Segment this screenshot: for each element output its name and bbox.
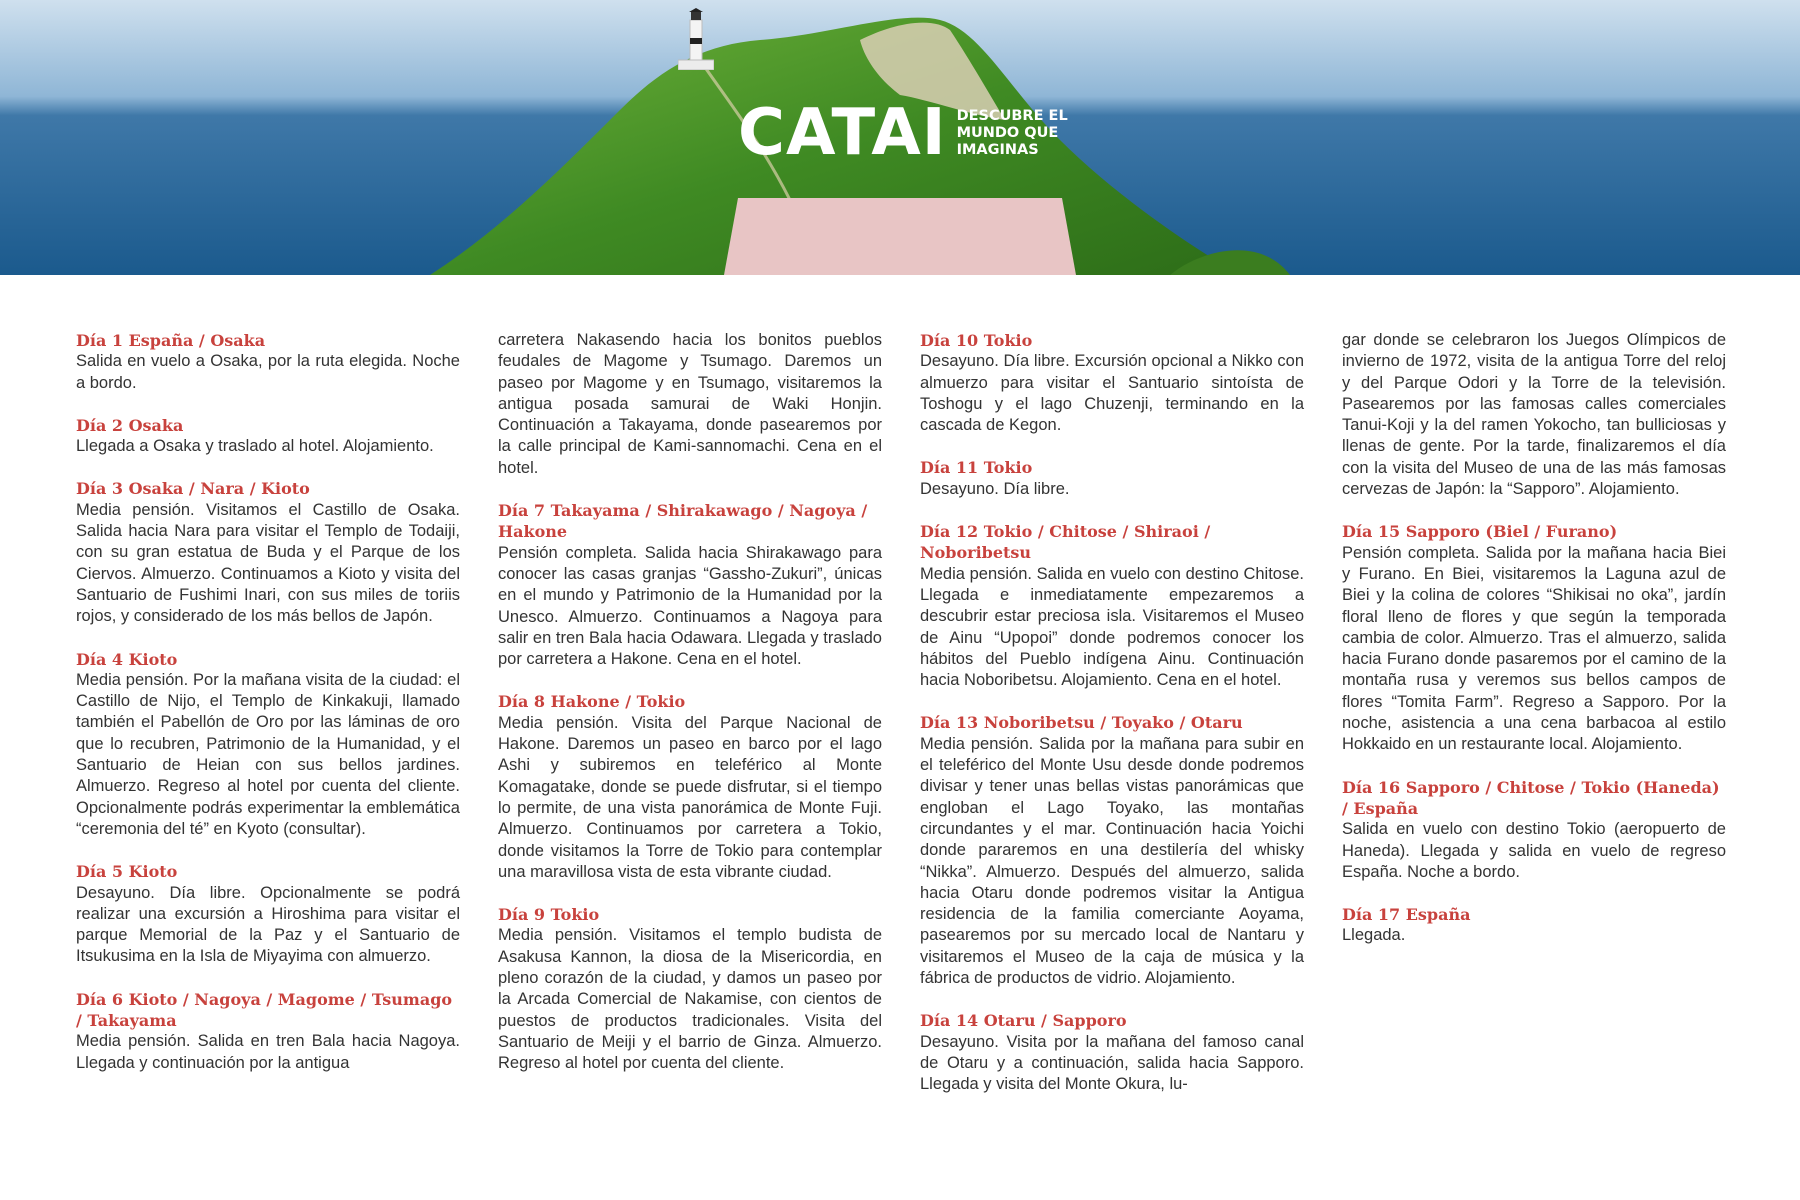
day-title: Día 11 Tokio [920, 458, 1033, 478]
day-item [1342, 521, 1726, 755]
day-title: Día 13 Noboribetsu / Toyako / Otaru [920, 713, 1243, 733]
itinerary-column-2 [498, 330, 882, 1170]
brand-logo[interactable] [738, 98, 1087, 168]
day-item [920, 712, 1304, 989]
day-text: Salida en vuelo a Osaka, por la ruta elegida. Noche a bordo. [76, 352, 460, 392]
day-item [498, 500, 882, 670]
day-text: Media pensión. Visitamos el templo budista de Asakusa Kannon, la diosa de la Misericordia, en pleno corazón de la ciudad, y damos un paseo por la Arcada Comercial de Nakamise, con cientos de puestos de productos tradicionales. Visita del Santuario de Meiji y el barrio de Ginza. Almuerzo. Regreso al hotel por cuenta del cliente. [498, 926, 882, 1073]
day-title: Día 4 Kioto [76, 649, 178, 669]
day-item [498, 904, 882, 1074]
day-text: Llegada a Osaka y traslado al hotel. Alojamiento. [76, 437, 434, 456]
day-title: Día 9 Tokio [498, 905, 600, 925]
day-title: Día 1 España / Osaka [76, 331, 266, 350]
day-item [920, 457, 1304, 500]
day-title: Día 10 Tokio [920, 331, 1033, 350]
itinerary-column-1 [76, 330, 460, 1170]
itinerary [76, 330, 1726, 1170]
brand-tagline: DESCUBRE EL MUNDO QUE IMAGINAS [956, 107, 1068, 158]
day-text: Media pensión. Salida por la mañana para subir en el teleférico del Monte Usu desde donde podremos divisar y tener unas bellas vistas panorámicas que engloban el Lago Toyako, las montañas circundantes y el mar. Continuación hacia Yoichi donde pararemos en una destilería del whisky “Nikka”. Almuerzo. Después del almuerzo, salida hacia Otaru donde podremos visitar la Antigua residencia de la familia comerciante Aoyama, pasearemos por su mercado local de Nantaru y visitaremos el Museo de la caja de música y la fábrica de productos de vidrio. Alojamiento. [920, 734, 1304, 988]
day-title: Día 6 Kioto / Nagoya / Magome / Tsumago / Takayama [76, 989, 453, 1031]
itinerary-column-4 [1342, 330, 1726, 1170]
day-title: Día 15 Sapporo (Biel / Furano) [1342, 522, 1618, 542]
day-item [76, 649, 460, 841]
day-item [76, 989, 460, 1074]
itinerary-column-3 [920, 330, 1304, 1170]
day-text: Desayuno. Día libre. [920, 479, 1070, 498]
day-title: Día 5 Kioto [76, 862, 178, 882]
day-item [76, 478, 460, 627]
day-title: Día 17 España [1342, 905, 1471, 925]
day-item [920, 1010, 1304, 1095]
day-text: Llegada. [1342, 926, 1406, 945]
day-item [920, 521, 1304, 691]
day-continuation: carretera Nakasendo hacia los bonitos pueblos feudales de Magome y Tsumago. Daremos un paseo por Magome y en Tsumago, visitaremos la antigua posada samurai de Waki Honjin. Continuación a Takayama, donde pasearemos por la calle principal de Kami-sannomachi. Cena en el hotel. [498, 331, 882, 477]
day-item [76, 861, 460, 967]
day-text: Pensión completa. Salida por la mañana hacia Biei y Furano. En Biei, visitaremos la Laguna azul de Biei y la colina de colores “Shikisai no oka”, jardín floral lleno de flores y que según la temporada cambia de color. Almuerzo. Tras el almuerzo, salida hacia Furano donde pasaremos por el camino de la montaña rusa y veremos sus bellos campos de flores “Tomita Farm”. Regreso a Sapporo. Por la noche, asistencia a una cena barbacoa al estilo Hokkaido en un restaurante local. Alojamiento. [1342, 543, 1726, 754]
day-item [76, 415, 460, 458]
day-text: Media pensión. Visita del Parque Nacional de Hakone. Daremos un paseo en barco por el lago Ashi y subiremos en teleférico al Monte Komagatake, donde se puede disfrutar, si el tiempo lo permite, de una vista panorámica de Monte Fuji. Almuerzo. Continuamos por carretera a Tokio, donde visitamos la Torre de Tokio para contemplar una maravillosa vista de esta vibrante ciudad. [498, 713, 882, 881]
day-item [498, 691, 882, 883]
lighthouse-icon [678, 8, 714, 70]
day-item [920, 330, 1304, 436]
day-title: Día 12 Tokio / Chitose / Shiraoi / Noboribetsu [920, 522, 1211, 563]
day-text: Desayuno. Visita por la mañana del famoso canal de Otaru y a continuación, salida hacia Sapporo. Llegada y visita del Monte Okura, lu- [920, 1032, 1304, 1094]
day-text: Media pensión. Por la mañana visita de la ciudad: el Castillo de Nijo, el Templo de Kinkakuji, llamado también el Pabellón de Oro por las láminas de oro que lo recubren, Patrimonio de la Humanidad, y el Santuario de Heian con sus bellos jardines. Almuerzo. Regreso al hotel por cuenta del cliente. Opcionalmente podrás experimentar la emblemática “ceremonia del té” en Kyoto (consultar). [76, 670, 460, 838]
day-text: Media pensión. Salida en tren Bala hacia Nagoya. Llegada y continuación por la antigua [76, 1032, 460, 1072]
day-text: Pensión completa. Salida hacia Shirakawago para conocer las casas granjas “Gassho-Zukuri”, únicas en el mundo y Patrimonio de la Humanidad por la Unesco. Almuerzo. Continuamos a Nagoya para salir en tren Bala hacia Odawara. Llegada y traslado por carretera a Hakone. Cena en el hotel. [498, 543, 882, 669]
day-text: Media pensión. Visitamos el Castillo de Osaka. Salida hacia Nara para visitar el Templo de Todaiji, con su gran estatua de Buda y el Parque de los Ciervos. Almuerzo. Continuamos a Kioto y visita del Santuario de Fushimi Inari, con sus miles de toriis rojos, y considerado de los más bellos de Japón. [76, 500, 460, 626]
day-text: Desayuno. Día libre. Excursión opcional a Nikko con almuerzo para visitar el Santuario sintoísta de Toshogu y el lago Chuzenji, terminando en la cascada de Kegon. [920, 352, 1304, 435]
day-item [1342, 904, 1726, 947]
brand-name: CATAI [738, 96, 947, 170]
pink-panel [724, 198, 1076, 275]
day-continuation: gar donde se celebraron los Juegos Olímpicos de invierno de 1972, visita de la antigua Torre del reloj y del Parque Odori y la Torre de la televisión. Pasearemos por las famosas calles comerciales Tanui-Koji y la del ramen Yokocho, tan bulliciosas y llenas de gente. Por la tarde, finalizaremos el día con la visita del Museo de una de las más famosas cervezas de Japón: la “Sapporo”. Alojamiento. [1342, 331, 1726, 499]
day-title: Día 8 Hakone / Tokio [498, 692, 686, 712]
day-item [76, 330, 460, 394]
day-title: Día 14 Otaru / Sapporo [920, 1011, 1127, 1031]
day-text: Media pensión. Salida en vuelo con destino Chitose. Llegada e inmediatamente empezaremos a descubrir estar preciosa isla. Visitaremos el Museo de Ainu “Upopoi” donde podremos conocer los hábitos del Pueblo indígena Ainu. Continuación hacia Noboribetsu. Alojamiento. Cena en el hotel. [920, 564, 1304, 690]
day-title: Día 16 Sapporo / Chitose / Tokio (Haneda) / España [1342, 777, 1720, 818]
day-text: Desayuno. Día libre. Opcionalmente se podrá realizar una excursión a Hiroshima para visitar el parque Memorial de la Paz y el Santuario de Itsukusima en la Isla de Miyayima con almuerzo. [76, 883, 460, 966]
day-title: Día 3 Osaka / Nara / Kioto [76, 479, 310, 499]
day-title: Día 2 Osaka [76, 415, 184, 435]
day-item [1342, 777, 1726, 883]
hero-banner [0, 0, 1800, 275]
day-title: Día 7 Takayama / Shirakawago / Nagoya / Hakone [498, 501, 868, 542]
day-text: Salida en vuelo con destino Tokio (aeropuerto de Haneda). Llegada y salida en vuelo de regreso España. Noche a bordo. [1342, 820, 1726, 881]
